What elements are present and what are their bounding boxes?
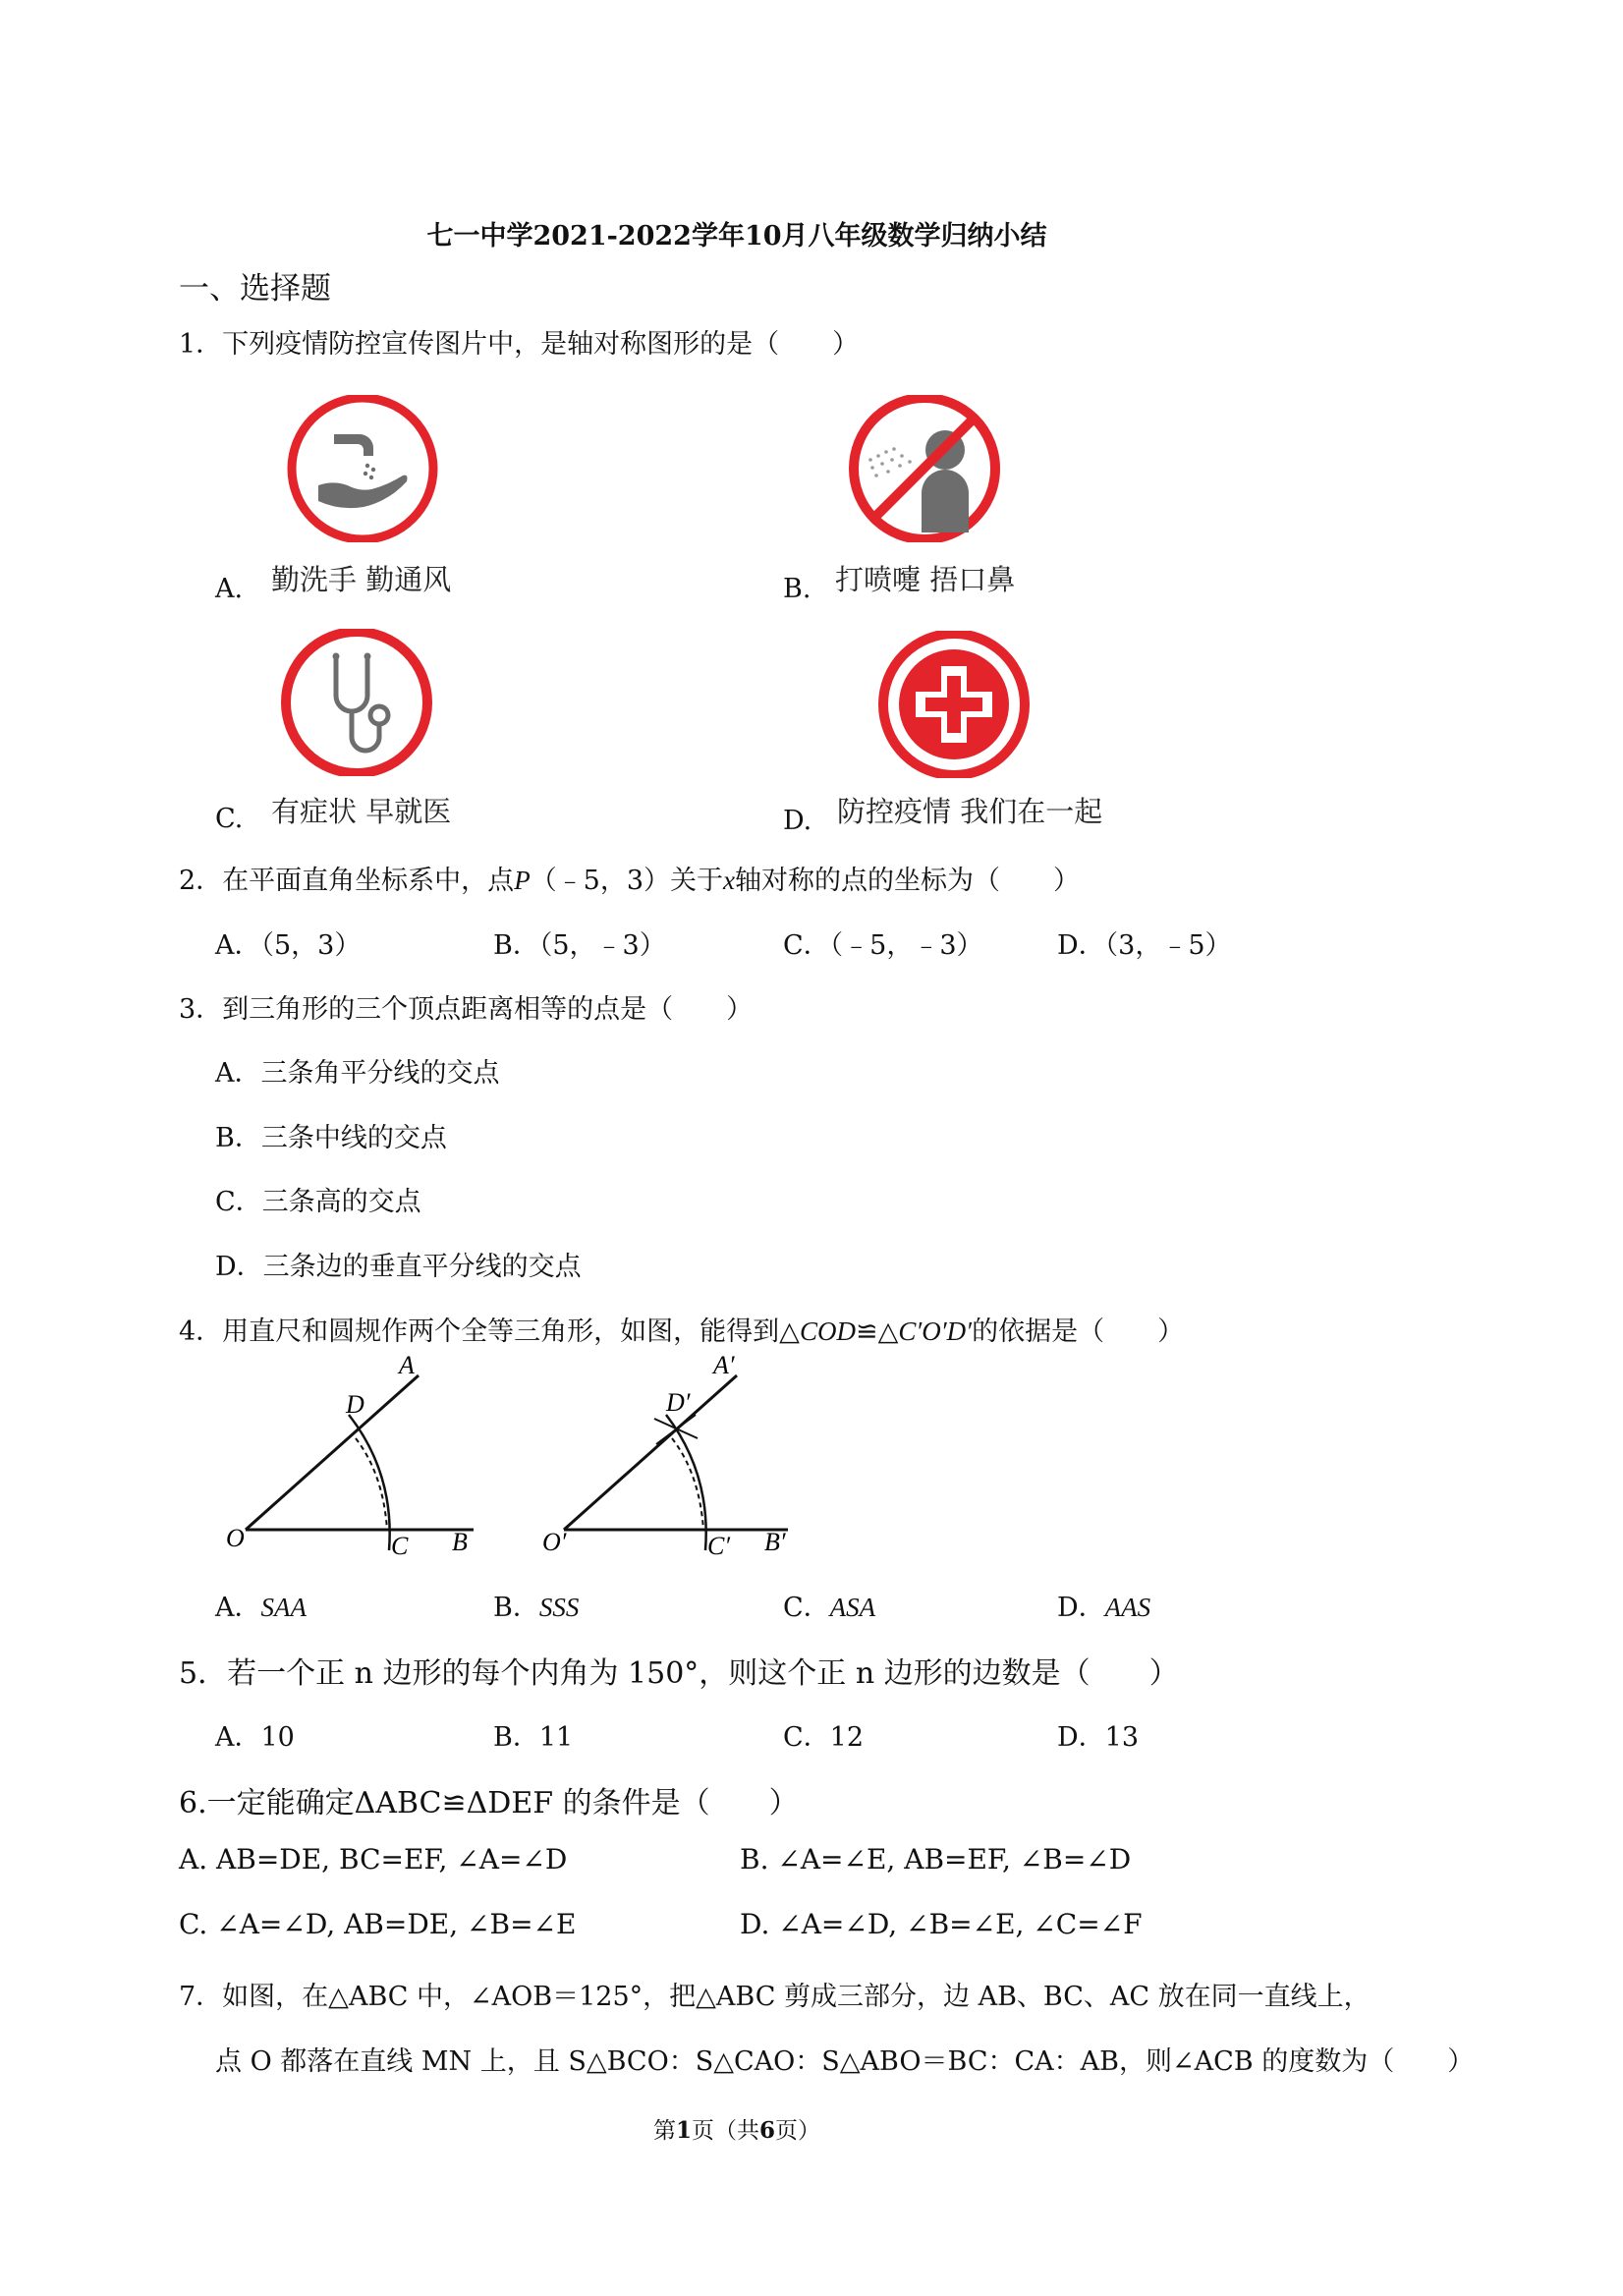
label-c-prime: C′: [707, 1532, 731, 1560]
q6-option-b: B. ∠A=∠E, AB=EF, ∠B=∠D: [740, 1843, 1132, 1876]
label-d-prime: D′: [666, 1388, 691, 1417]
question-7-line-2: 点 O 都落在直线 MN 上，且 S△BCO：S△CAO：S△ABO＝BC：CA：AB，则∠ACB 的度数为（ ）: [215, 2046, 1475, 2077]
question-1-stem: 1．下列疫情防控宣传图片中，是轴对称图形的是（ ）: [179, 329, 860, 360]
label-b: B: [452, 1528, 468, 1556]
q2-option-a: A．（5，3）: [215, 930, 362, 961]
current-page-number: 1: [675, 2117, 692, 2144]
question-5-stem: 5．若一个正 n 边形的每个内角为 150°，则这个正 n 边形的边数是（ ）: [179, 1656, 1179, 1691]
q5-option-c: C．12: [783, 1722, 865, 1753]
handwash-icon: [281, 395, 444, 542]
q4-option-c-letter: C．: [783, 1593, 830, 1623]
ray-oa: [246, 1375, 419, 1530]
q4-option-c: [783, 1586, 875, 1624]
q4-stem-part: 4．用直尺和圆规作两个全等三角形，如图，能得到△: [179, 1316, 800, 1347]
q2-option-b: B．（5，﹣3）: [493, 930, 666, 961]
q3-option-c: C．三条高的交点: [215, 1187, 421, 1217]
q5-option-d: D．13: [1057, 1722, 1140, 1753]
intersection-arc-marks: [654, 1415, 698, 1444]
q1-option-b-caption: 打喷嚏 捂口鼻: [835, 563, 1016, 596]
q5-option-b: B．11: [493, 1722, 574, 1753]
ray-o-a: [564, 1375, 737, 1530]
q6-option-c: C. ∠A=∠D, AB=DE, ∠B=∠E: [179, 1908, 577, 1940]
q4-option-d-value: AAS: [1104, 1593, 1151, 1622]
page-footer: [0, 2112, 1474, 2145]
label-b-prime: B′: [764, 1528, 786, 1556]
construction-figure-1: [206, 1354, 481, 1570]
q3-option-b: B．三条中线的交点: [215, 1123, 447, 1153]
q2-stem-part: 2．在平面直角坐标系中，点: [179, 866, 515, 896]
total-page-count: 6: [759, 2117, 776, 2144]
q3-option-a: A．三条角平分线的交点: [215, 1058, 500, 1089]
q3-option-d: D．三条边的垂直平分线的交点: [215, 1252, 582, 1282]
section-heading: 一、选择题: [179, 271, 331, 307]
footer-text: 页（共: [692, 2118, 759, 2144]
q4-option-d-letter: D．: [1057, 1593, 1105, 1623]
q4-triangle-1: COD: [799, 1316, 856, 1346]
q1-option-a-caption: 勤洗手 勤通风: [271, 563, 452, 596]
q4-option-b-value: SSS: [538, 1593, 580, 1622]
no-sneeze-icon: [843, 395, 1006, 542]
q4-option-a-letter: A．: [215, 1593, 261, 1623]
label-o: O: [226, 1524, 245, 1552]
q4-stem-part: 的依据是（ ）: [972, 1316, 1185, 1347]
question-7-line-1: 7．如图，在△ABC 中，∠AOB＝125°，把△ABC 剪成三部分，边 AB、BC、AC 放在同一直线上，: [179, 1982, 1371, 2012]
question-6-stem: 6.一定能确定ΔABC≌ΔDEF 的条件是（ ）: [179, 1786, 799, 1820]
q1-option-d-letter: D.: [783, 806, 812, 836]
q2-axis-name: x: [723, 866, 736, 895]
label-c: C: [391, 1532, 409, 1560]
q6-option-a: A. AB=DE, BC=EF, ∠A=∠D: [179, 1843, 568, 1876]
question-3-stem: 3．到三角形的三个顶点距离相等的点是（ ）: [179, 994, 754, 1025]
q1-option-a-letter: A.: [215, 574, 244, 604]
q4-option-a: [215, 1586, 307, 1624]
question-2-stem: [179, 859, 1080, 897]
q2-stem-part: （﹣5，3）关于: [530, 866, 724, 896]
q1-option-c-letter: C.: [215, 804, 244, 834]
q2-point-name: P: [514, 866, 531, 895]
footer-text: 页）: [775, 2118, 821, 2144]
question-4-stem: [179, 1310, 1184, 1348]
page-title: 七一中学2021-2022学年10月八年级数学归纳小结: [426, 221, 1047, 252]
construction-figure-2: [531, 1354, 815, 1570]
q2-stem-part: 轴对称的点的坐标为（ ）: [735, 866, 1081, 896]
q4-option-c-value: ASA: [829, 1593, 876, 1622]
q1-option-b-letter: B.: [783, 574, 812, 604]
label-a: A: [399, 1354, 415, 1379]
q4-stem-part: ≌△: [855, 1316, 899, 1347]
q1-option-d-caption: 防控疫情 我们在一起: [837, 795, 1103, 828]
q2-option-c: C．（﹣5，﹣3）: [783, 930, 983, 961]
q4-option-a-value: SAA: [260, 1593, 307, 1622]
medical-cross-icon: [872, 631, 1035, 778]
label-o-prime: O′: [542, 1528, 567, 1556]
footer-text: 第: [652, 2118, 676, 2144]
label-d: D: [346, 1390, 364, 1419]
q2-option-d: D．（3，﹣5）: [1057, 930, 1232, 961]
label-a-prime: A′: [713, 1354, 735, 1379]
q4-option-b-letter: B．: [493, 1593, 539, 1623]
stethoscope-icon: [275, 629, 438, 776]
q6-option-d: D. ∠A=∠D, ∠B=∠E, ∠C=∠F: [740, 1908, 1143, 1940]
q1-option-c-caption: 有症状 早就医: [271, 795, 452, 828]
q4-option-b: [493, 1586, 579, 1624]
q4-triangle-2: C′O′D′: [898, 1316, 973, 1346]
q4-option-d: [1057, 1586, 1150, 1624]
q5-option-a: A．10: [215, 1722, 295, 1753]
